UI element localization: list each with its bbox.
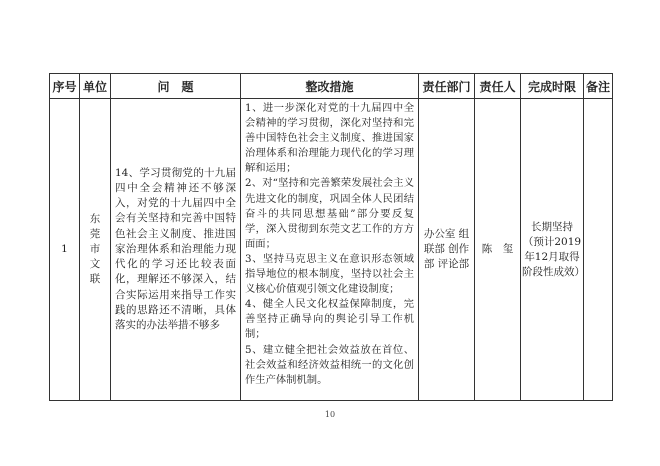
header-number: 序号 xyxy=(50,74,80,99)
table-row xyxy=(50,99,613,401)
row-unit xyxy=(80,99,111,401)
measure-item: 2、对“坚持和完善繁荣发展社会主义先进文化的制度，巩固全体人民团结奋斗的共同思想基础”部分要反复学，深入贯彻到东莞文艺工作的方方面面； xyxy=(245,177,414,250)
measure-item: 5、建立健全把社会效益放在首位、社会效益和经济效益相统一的文化创作生产体制机制。 xyxy=(245,343,414,386)
unit-text: 东莞市文联 xyxy=(89,213,101,285)
header-problem: 问 题 xyxy=(111,74,241,99)
measure-item: 3、坚持马克思主义在意识形态领域指导地位的根本制度，坚持以社会主义核心价值观引领文化建设制度； xyxy=(245,252,414,296)
row-deadline xyxy=(521,99,584,401)
deadline-text: 长期坚持（预计2019年12月取得阶段性成效） xyxy=(522,220,585,278)
measure-item: 4、健全人民文化权益保障制度，完善坚持正确导向的舆论引导工作机制； xyxy=(245,298,414,341)
row-number: 1 xyxy=(50,99,80,401)
header-row xyxy=(50,74,613,99)
header-measures: 整改措施 xyxy=(241,74,419,99)
header-person: 责任人 xyxy=(475,74,521,99)
header-deadline: 完成时限 xyxy=(521,74,584,99)
row-person: 陈 玺 xyxy=(475,99,521,401)
page-number: 10 xyxy=(324,410,336,419)
row-measures xyxy=(241,99,419,401)
row-problem: 14、学习贯彻党的十九届四中全会精神还不够深入，对党的十九届四中全会有关坚持和完善中国特色社会主义制度、推进国家治理体系和治理能力现代化的学习还比较表面化，理解还不够深入，结合实际运用来指导工作实践的思路还不清晰，具体落实的办法举措不够多 xyxy=(111,99,241,401)
header-note: 备注 xyxy=(584,74,613,99)
measure-item: 1、进一步深化对党的十九届四中全会精神的学习贯彻，深化对坚持和完善中国特色社会主义制度、推进国家治理体系和治理能力现代化的学习理解和运用； xyxy=(245,102,414,175)
department-text: 办公室 组联部 创作部 评论部 xyxy=(423,228,470,270)
header-unit: 单位 xyxy=(80,74,111,99)
rectification-table xyxy=(49,73,613,401)
row-department xyxy=(419,99,475,401)
row-note xyxy=(584,99,613,401)
header-department: 责任部门 xyxy=(419,74,475,99)
